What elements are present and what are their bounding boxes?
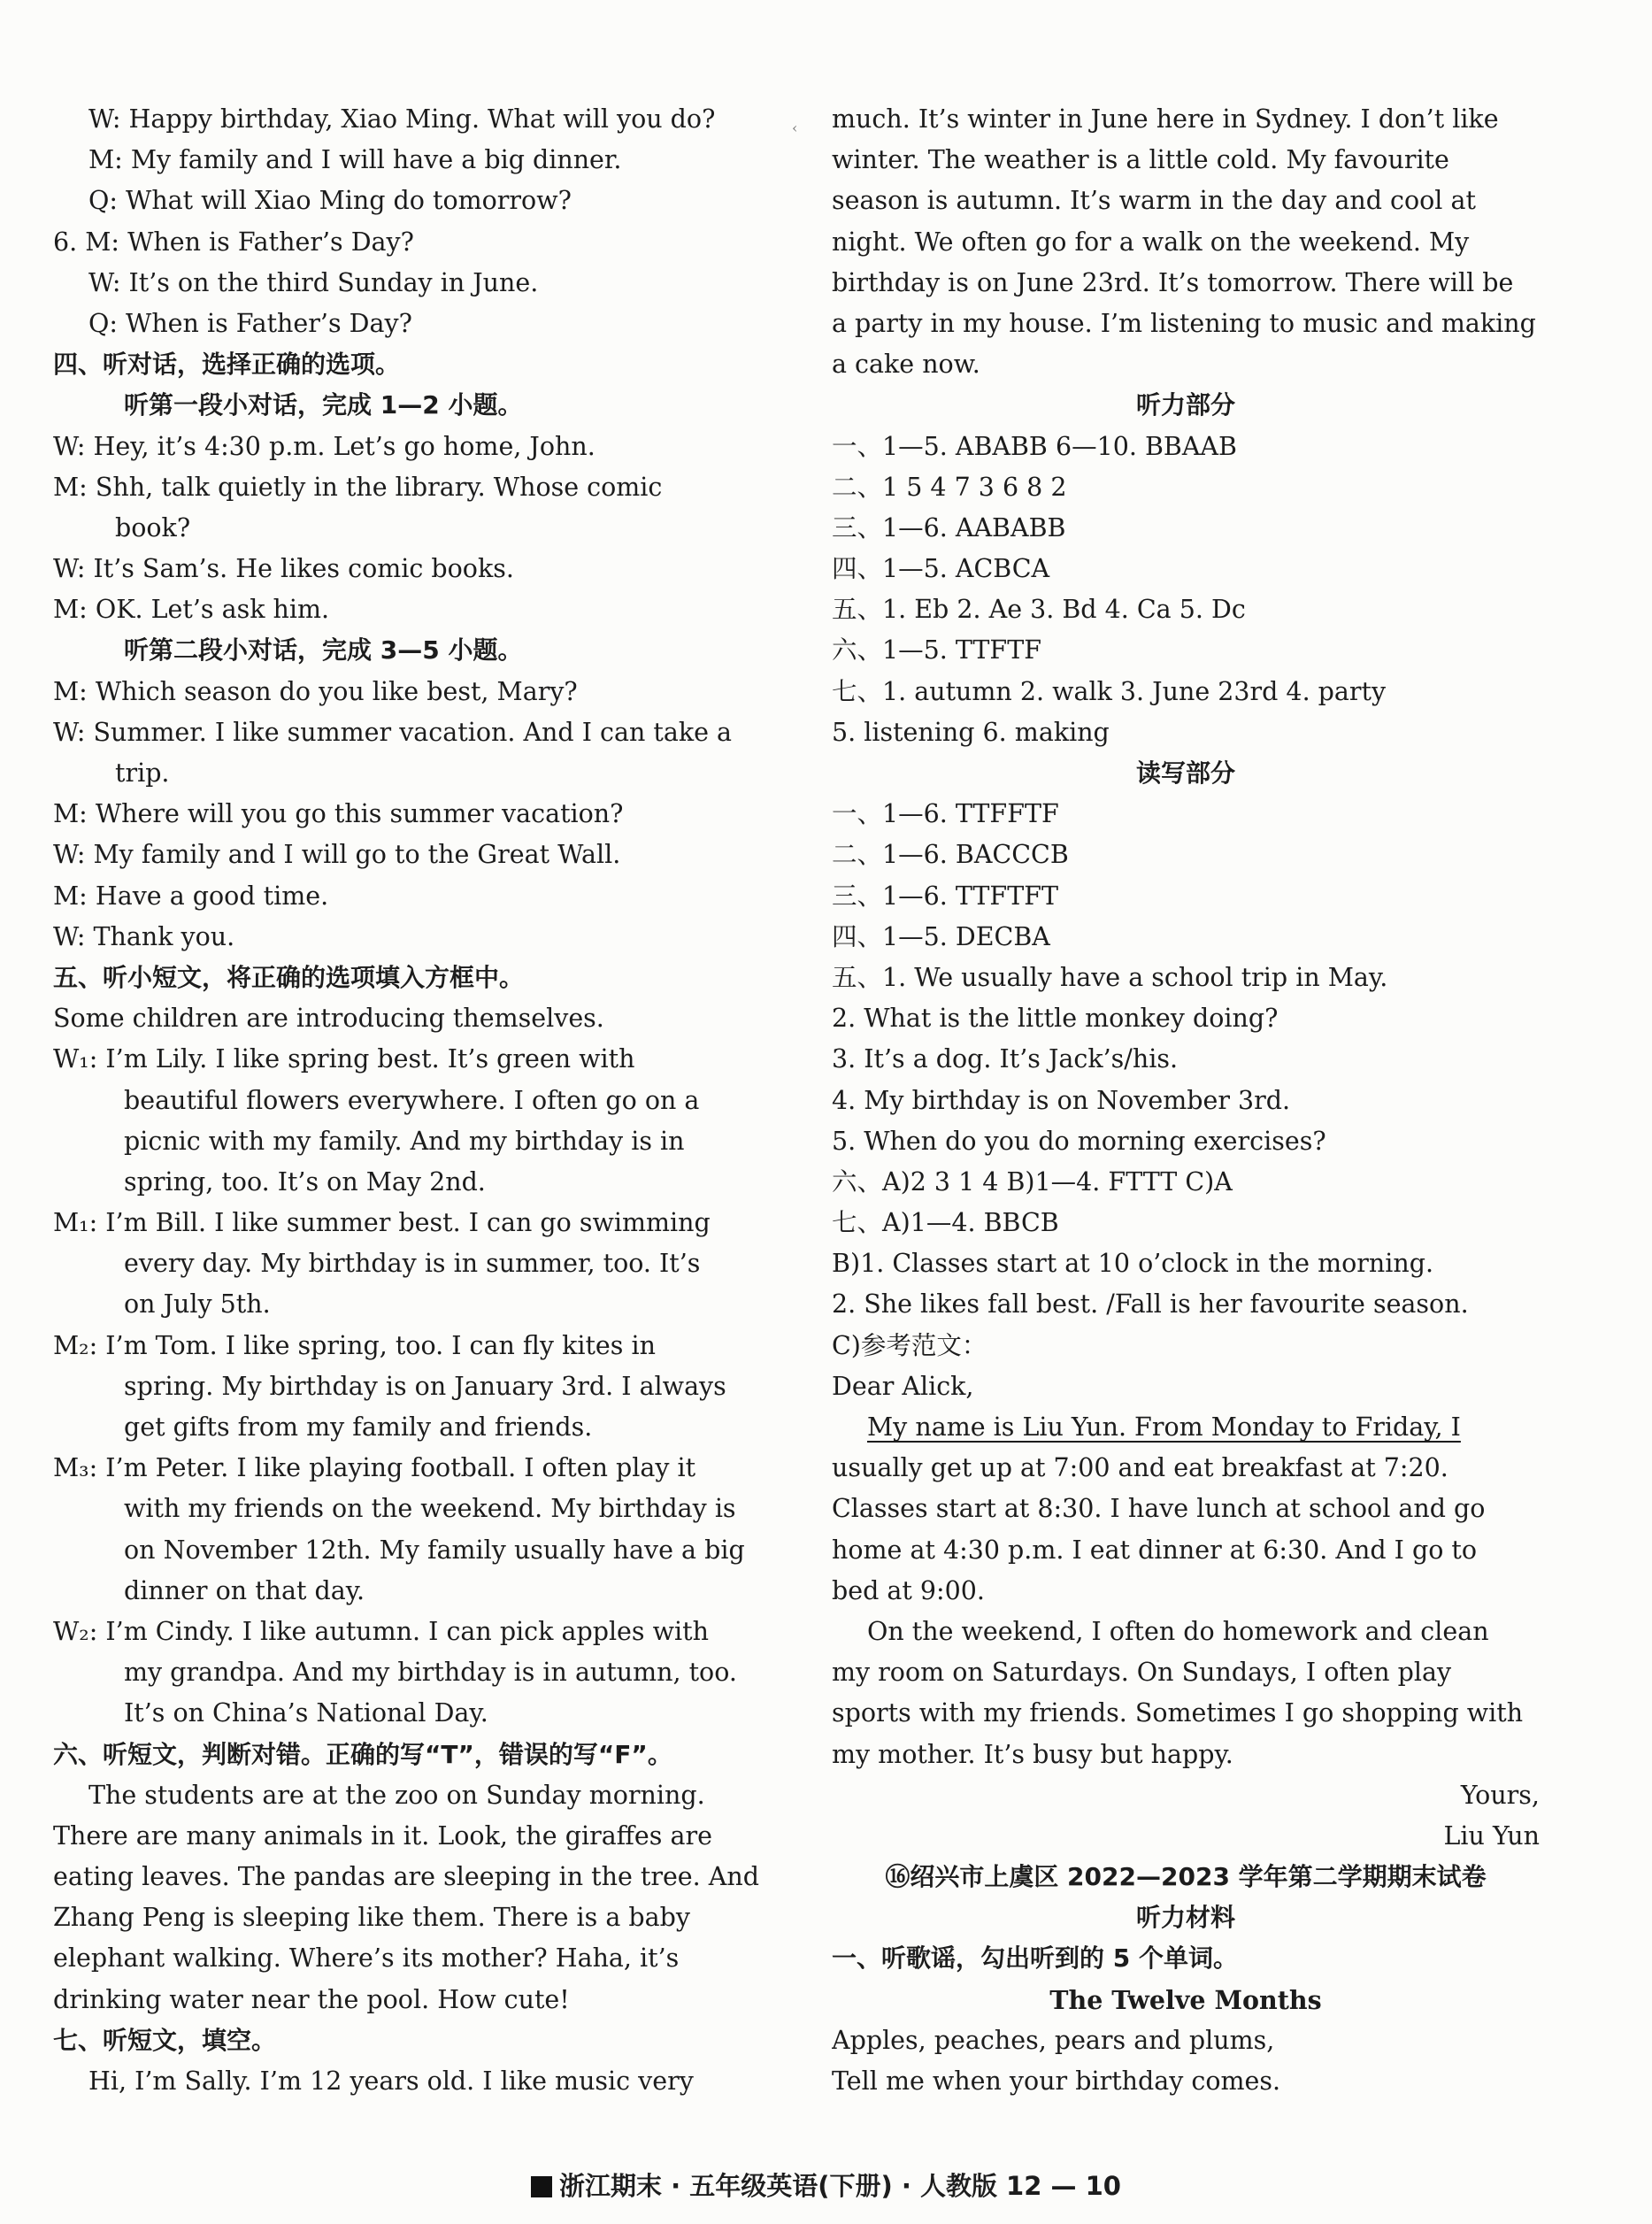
text-line: W: It’s Sam’s. He likes comic books. xyxy=(53,554,514,584)
text-line: spring, too. It’s on May 2nd. xyxy=(124,1166,486,1197)
text-line: W: Summer. I like summer vacation. And I can take a xyxy=(53,717,733,747)
text-line: Q: What will Xiao Ming do tomorrow? xyxy=(88,186,572,216)
text-line: 听力部分 xyxy=(1135,390,1235,420)
text-line: winter. The weather is a little cold. My favourite xyxy=(832,145,1449,175)
text-line: M: Have a good time. xyxy=(53,881,329,911)
text-line: M: Where will you go this summer vacation? xyxy=(53,799,624,829)
text-line: W: My family and I will go to the Great Wall. xyxy=(53,840,621,870)
text-line: M₁: I’m Bill. I like summer best. I can go swimming xyxy=(53,1208,711,1238)
text-line: elephant walking. Where’s its mother? Haha, it’s xyxy=(53,1943,680,1974)
text-line: 听力材料 xyxy=(1135,1903,1235,1933)
text-line: 5. listening 6. making xyxy=(832,717,1110,747)
column-divider-mark: ‹ xyxy=(792,119,798,136)
text-line: Classes start at 8:30. I have lunch at school and go xyxy=(832,1494,1486,1524)
text-line: my mother. It’s busy but happy. xyxy=(832,1739,1233,1769)
text-line: 听第一段小对话，完成 1—2 小题。 xyxy=(124,390,523,420)
text-line: W₂: I’m Cindy. I like autumn. I can pick apples with xyxy=(53,1616,709,1646)
right-column xyxy=(832,99,1540,2102)
text-line: get gifts from my family and friends. xyxy=(124,1412,593,1442)
text-line: W: It’s on the third Sunday in June. xyxy=(88,267,539,297)
text-line: M: My family and I will have a big dinner. xyxy=(88,145,622,175)
text-line: W: Hey, it’s 4:30 p.m. Let’s go home, John. xyxy=(53,431,595,461)
text-line: 5. When do you do morning exercises? xyxy=(832,1126,1326,1156)
text-line: On the weekend, I often do homework and clean xyxy=(867,1616,1489,1646)
text-line: my room on Saturdays. On Sundays, I often play xyxy=(832,1658,1452,1688)
page-footer xyxy=(0,2166,1652,2203)
text-line: M₃: I’m Peter. I like playing football. I often play it xyxy=(53,1453,696,1483)
text-line: a party in my house. I’m listening to music and making xyxy=(832,308,1536,338)
text-line: 六、1—5. TTFTF xyxy=(832,635,1041,666)
text-line: season is autumn. It’s warm in the day and cool at xyxy=(832,186,1476,216)
text-line: Zhang Peng is sleeping like them. There is a baby xyxy=(53,1903,690,1933)
text-line: 6. M: When is Father’s Day? xyxy=(53,227,414,257)
text-line: 三、1—6. TTFTFT xyxy=(832,881,1058,911)
text-line: drinking water near the pool. How cute! xyxy=(53,1984,570,2014)
text-line: 听第二段小对话，完成 3—5 小题。 xyxy=(124,635,523,666)
text-line: my grandpa. And my birthday is in autumn, too. xyxy=(124,1658,737,1688)
text-line: 四、1—5. ACBCA xyxy=(832,554,1050,584)
text-line: 五、1. Eb 2. Ae 3. Bd 4. Ca 5. Dc xyxy=(832,595,1246,625)
text-line: spring. My birthday is on January 3rd. I always xyxy=(124,1371,726,1401)
text-line: 五、1. We usually have a school trip in May. xyxy=(832,962,1388,992)
text-line: W: Happy birthday, Xiao Ming. What will you do? xyxy=(88,104,716,134)
text-line: 4. My birthday is on November 3rd. xyxy=(832,1085,1291,1115)
text-line: There are many animals in it. Look, the giraffes are xyxy=(53,1820,712,1851)
text-line: dinner on that day. xyxy=(124,1575,365,1605)
text-line: Dear Alick, xyxy=(832,1371,974,1401)
text-line: 二、1—6. BACCCB xyxy=(832,840,1069,870)
text-line: 七、A)1—4. BBCB xyxy=(832,1208,1059,1238)
text-line: C)参考范文： xyxy=(832,1330,987,1360)
text-line: 读写部分 xyxy=(1135,758,1235,788)
text-line: 一、1—6. TTFFTF xyxy=(832,799,1059,829)
text-line: B)1. Classes start at 10 o’clock in the morning. xyxy=(832,1249,1434,1279)
text-line: every day. My birthday is in summer, too. It’s xyxy=(124,1249,701,1279)
text-line: W₁: I’m Lily. I like spring best. It’s green with xyxy=(53,1044,635,1074)
text-line: much. It’s winter in June here in Sydney. I don’t like xyxy=(832,104,1499,134)
text-line: birthday is on June 23rd. It’s tomorrow. There will be xyxy=(832,267,1514,297)
text-line: 七、听短文，填空。 xyxy=(53,2025,277,2055)
text-line: Tell me when your birthday comes. xyxy=(832,2066,1281,2096)
text-line: M₂: I’m Tom. I like spring, too. I can fly kites in xyxy=(53,1330,656,1360)
text-line: 一、听歌谣，勾出听到的 5 个单词。 xyxy=(832,1943,1238,1974)
text-line: W: Thank you. xyxy=(53,921,235,951)
text-line: on July 5th. xyxy=(124,1289,271,1320)
text-line: on November 12th. My family usually have a big xyxy=(124,1535,745,1565)
text-line: 六、A)2 3 1 4 B)1—4. FTTT C)A xyxy=(832,1166,1233,1197)
text-line: The Twelve Months xyxy=(1049,1984,1322,2015)
footer-title: 浙江期末 · 五年级英语(下册) · 人教版 12 — 10 xyxy=(559,2171,1121,2201)
text-line: 五、听小短文，将正确的选项填入方框中。 xyxy=(53,962,525,992)
text-line: 一、1—5. ABABB 6—10. BBAAB xyxy=(832,431,1237,461)
text-line: sports with my friends. Sometimes I go shopping with xyxy=(832,1698,1524,1728)
book-square-icon xyxy=(531,2176,552,2197)
text-line: Q: When is Father’s Day? xyxy=(88,308,412,338)
text-line: usually get up at 7:00 and eat breakfast at 7:20. xyxy=(832,1453,1448,1483)
text-line: Hi, I’m Sally. I’m 12 years old. I like music very xyxy=(88,2066,694,2096)
text-line: trip. xyxy=(115,758,170,788)
text-line: beautiful flowers everywhere. I often go on a xyxy=(124,1085,700,1115)
text-line: 四、1—5. DECBA xyxy=(832,921,1050,951)
text-line: The students are at the zoo on Sunday morning. xyxy=(88,1780,705,1810)
text-line: 三、1—6. AABABB xyxy=(832,512,1066,543)
text-line: with my friends on the weekend. My birthday is xyxy=(124,1494,736,1524)
text-line: book? xyxy=(115,512,191,543)
text-line: home at 4:30 p.m. I eat dinner at 6:30. And I go to xyxy=(832,1535,1478,1565)
text-line: 2. She likes fall best. /Fall is her favourite season. xyxy=(832,1289,1469,1320)
text-line: 3. It’s a dog. It’s Jack’s/his. xyxy=(832,1044,1179,1074)
text-line: M: OK. Let’s ask him. xyxy=(53,595,330,625)
left-column xyxy=(53,99,761,2102)
text-line: Some children are introducing themselves. xyxy=(53,1004,604,1034)
text-line: 四、听对话，选择正确的选项。 xyxy=(53,350,401,380)
text-line: M: Shh, talk quietly in the library. Whose comic xyxy=(53,472,663,502)
text-line: M: Which season do you like best, Mary? xyxy=(53,676,578,706)
text-line: a cake now. xyxy=(832,350,980,380)
text-line: 六、听短文，判断对错。正确的写“T”，错误的写“F”。 xyxy=(53,1739,672,1769)
text-line: It’s on China’s National Day. xyxy=(124,1698,488,1728)
text-line: eating leaves. The pandas are sleeping in the tree. And xyxy=(53,1862,759,1892)
text-line: 2. What is the little monkey doing? xyxy=(832,1004,1279,1034)
text-line: My name is Liu Yun. From Monday to Friday, I xyxy=(867,1412,1461,1442)
text-line: bed at 9:00. xyxy=(832,1575,985,1605)
text-line: 七、1. autumn 2. walk 3. June 23rd 4. party xyxy=(832,676,1387,706)
text-line: 二、1 5 4 7 3 6 8 2 xyxy=(832,472,1067,502)
text-line: night. We often go for a walk on the weekend. My xyxy=(832,227,1470,257)
text-line: Apples, peaches, pears and plums, xyxy=(832,2025,1275,2055)
text-line: ⑯绍兴市上虞区 2022—2023 学年第二学期期末试卷 xyxy=(885,1862,1487,1892)
text-line: Yours, xyxy=(1460,1780,1540,1810)
text-line: picnic with my family. And my birthday is in xyxy=(124,1126,685,1156)
text-line: Liu Yun xyxy=(1443,1820,1540,1851)
